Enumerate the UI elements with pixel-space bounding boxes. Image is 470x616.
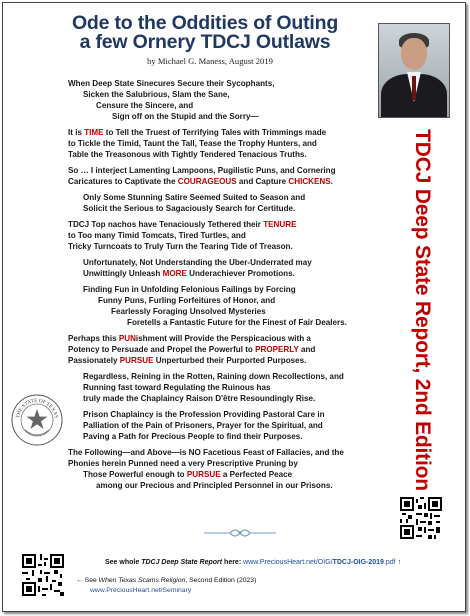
stanza [68,447,392,491]
poem-line: Prison Chaplaincy is the Profession Providing Pastoral Care in [83,410,325,419]
poem-line: When Deep State Sinecures Secure their Sycophants, [68,79,275,88]
arrow-left-icon: ← [76,577,83,584]
poem-line: Phonies herein Punned need a very Prescriptive Pruning by [68,459,298,468]
poem-line: Sign off on the Stupid and the Sorry— [112,112,259,121]
poem-line: Regardless, Reining in the Rotten, Raining down Recollections, and [83,372,344,381]
poem-line: Palliation of the Pain of Prisoners, Prayer for the Spiritual, and [83,421,323,430]
byline: by Michael G. Maness, August 2019 [147,56,273,66]
stanza [68,192,392,214]
poem-line: TDCJ Top nachos have Tenaciously Tethered their TENURE [68,220,297,229]
stanza [68,165,392,187]
poem-line: Fearlessly Foraging Unsolved Mysteries [111,307,266,316]
poem-line: Potency to Persuade and Propel the Powerful to PROPERLY and [68,345,316,354]
stanza [68,333,392,366]
poem-line: Running fast toward Regulating the Ruinous has [83,383,271,392]
seminary-link[interactable]: www.PreciousHeart.net/Seminary [90,587,192,594]
poem-line: Solicit the Serious to Sagaciously Search for Certitude. [83,204,296,213]
poem-line: to Too many Timid Tomcats, Tired Turtles, and [68,231,246,240]
poem-line: Perhaps this PUNishment will Provide the Perspicacious with a [68,334,311,343]
arrow-up-icon: ↑ [397,559,402,566]
stanza [68,257,392,279]
poem-line: Caricatures to Captivate the COURAGEOUS and Capture CHICKENS. [68,177,333,186]
poem-line: Sicken the Salubrious, Slam the Sane, [83,90,230,99]
poem-line: truly made the Chaplaincy Raison D'être Resoundingly Rise. [83,394,316,403]
seal-text: THE STATE OF TEXAS [15,397,59,419]
poem-line: Censure the Sincere, and [96,101,194,110]
stanza [68,371,392,404]
poem-line: Paving a Path for Precious People to find their Purposes. [83,432,303,441]
side-title-text: TDCJ Deep State Report, 2nd Edition [411,129,434,491]
stanza [68,219,392,252]
poem-line: Finding Fun in Unfolding Felonious Failings by Forcing [83,285,296,294]
qr-code-report-icon[interactable] [400,497,442,539]
stanza [68,127,392,160]
poem-line: Table the Treasonous with Tightly Tendered Tenacious Truths. [68,150,307,159]
poem-line: Only Some Stunning Satire Seemed Suited to Season and [83,193,306,202]
qr-code-seminary-icon[interactable] [22,554,64,596]
seminary-link-note: ← See When Texas Scams Religion, Second Edition (2023) www.PreciousHeart.net/Seminary [76,577,257,594]
poem-body [68,78,392,496]
stanza [68,284,392,328]
report-link[interactable]: www.PreciousHeart.net/OIG/TDCJ-OIG-2019.pdf [243,559,396,566]
title-line-2: a few Ornery TDCJ Outlaws [79,31,331,53]
poem-line: Funny Puns, Furling Forfeitures of Honor, and [98,296,276,305]
poem-line: Tricky Turncoats to Truly Turn the Tearing Tide of Treason. [68,242,293,251]
divider-ornament-icon [200,526,280,540]
side-title [408,130,436,490]
poem-line: So … I interject Lamenting Lampoons, Pugilistic Puns, and Cornering [68,166,336,175]
texas-seal-icon [11,394,63,446]
poem-line: Unwittingly Unleash MORE Underachiever Promotions. [83,269,295,278]
report-link-note: See whole TDCJ Deep State Report here: www.PreciousHeart.net/OIG/TDCJ-OIG-2019.pdf ↑ [105,559,402,566]
stanza [68,409,392,442]
title-line-1: Ode to the Oddities of Outing [71,12,339,34]
page-title [40,14,370,52]
poem-line: Those Powerful enough to PURSUE a Perfected Peace [83,470,293,479]
poem-line: Foretells a Fantastic Future for the Finest of Fair Dealers. [127,318,347,327]
stanza [68,78,392,122]
poem-line: It is TIME to Tell the Truest of Terrifying Tales with Trimmings made [68,128,327,137]
poem-line: Unfortunately, Not Understanding the Uber-Underrated may [83,258,312,267]
poem-line: among our Precious and Principled Personnel in our Prisons. [96,481,333,490]
poem-line: Passionately PURSUE Unperturbed their Purported Purposes. [68,356,307,365]
poem-line: to Tickle the Timid, Taunt the Tall, Tease the Trophy Hunters, and [68,139,317,148]
poem-line: The Following—and Above—is NO Facetious Feast of Fallacies, and the [68,448,344,457]
